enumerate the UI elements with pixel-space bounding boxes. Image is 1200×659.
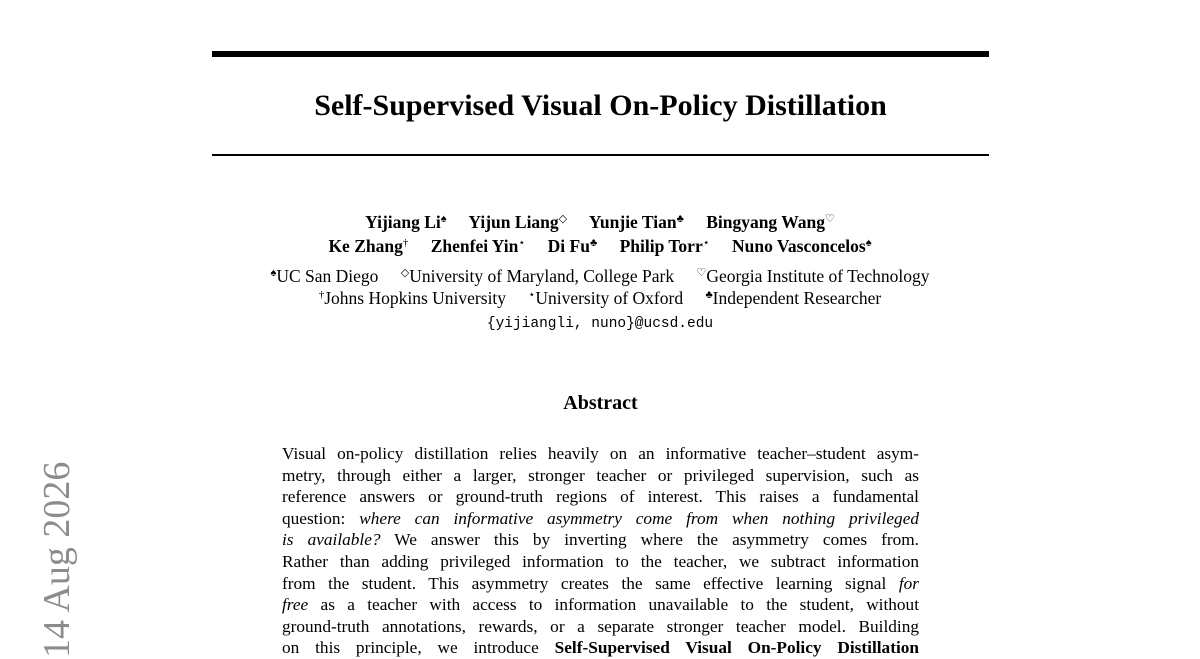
abstract-heading: Abstract	[563, 392, 638, 414]
abstract-line: Visual on-policy distillation relies heavily on an informative teacher–student asym-	[282, 444, 919, 463]
arxiv-date-stamp: 14 Aug 2026	[36, 461, 78, 658]
affiliation: ⋆University of Oxford	[528, 288, 684, 308]
author-line-1	[150, 207, 1050, 234]
top-rule	[212, 51, 989, 57]
affiliation: ♠UC San Diego	[270, 266, 379, 286]
author: Yijun Liang◇	[468, 212, 568, 232]
abstract-line: metry, through either a larger, stronger teacher or privileged supervision, such as	[282, 465, 919, 485]
author: Di Fu♣	[547, 236, 598, 256]
affiliation: ♣Independent Researcher	[705, 288, 882, 308]
abstract-line: from the student. This asymmetry creates the same effective learning signal for	[282, 573, 919, 593]
abstract-line: reference answers or ground-truth regions of interest. This raises a fundamental	[282, 487, 919, 507]
abstract-body	[282, 443, 919, 659]
affiliation: ◇University of Maryland, College Park	[400, 266, 675, 286]
affiliation: †Johns Hopkins University	[318, 288, 507, 308]
abstract-line: is available? We answer this by inverting where the asymmetry comes from.	[282, 530, 920, 550]
abstract-line: ground-truth annotations, rewards, or a separate stronger teacher model. Building	[282, 616, 919, 636]
author-line-2	[150, 231, 1050, 258]
affiliation-line-2	[150, 284, 1050, 309]
contact-email: {yijiangli, nuno}@ucsd.edu	[486, 316, 714, 332]
author: Philip Torr⋆	[619, 236, 710, 256]
title-rule	[212, 154, 989, 156]
author: Yunjie Tian♣	[588, 212, 684, 232]
author: Zhenfei Yin⋆	[430, 236, 526, 256]
abstract-line: free as a teacher with access to information unavailable to the student, without	[282, 595, 919, 615]
author: Bingyang Wang♡	[706, 212, 835, 232]
author: Nuno Vasconcelos♠	[731, 236, 872, 256]
abstract-line: question: where can informative asymmetry come from when nothing privileged	[282, 508, 920, 528]
author: Yijiang Li♠	[365, 212, 447, 232]
paper-title: Self-Supervised Visual On-Policy Distillation	[314, 89, 887, 122]
author: Ke Zhang†	[328, 236, 409, 256]
abstract-line: on this principle, we introduce Self-Supervised Visual On-Policy Distillation	[282, 638, 920, 658]
affiliation: ♡Georgia Institute of Technology	[696, 266, 930, 286]
abstract-line: Rather than adding privileged information to the teacher, we subtract information	[282, 551, 919, 571]
